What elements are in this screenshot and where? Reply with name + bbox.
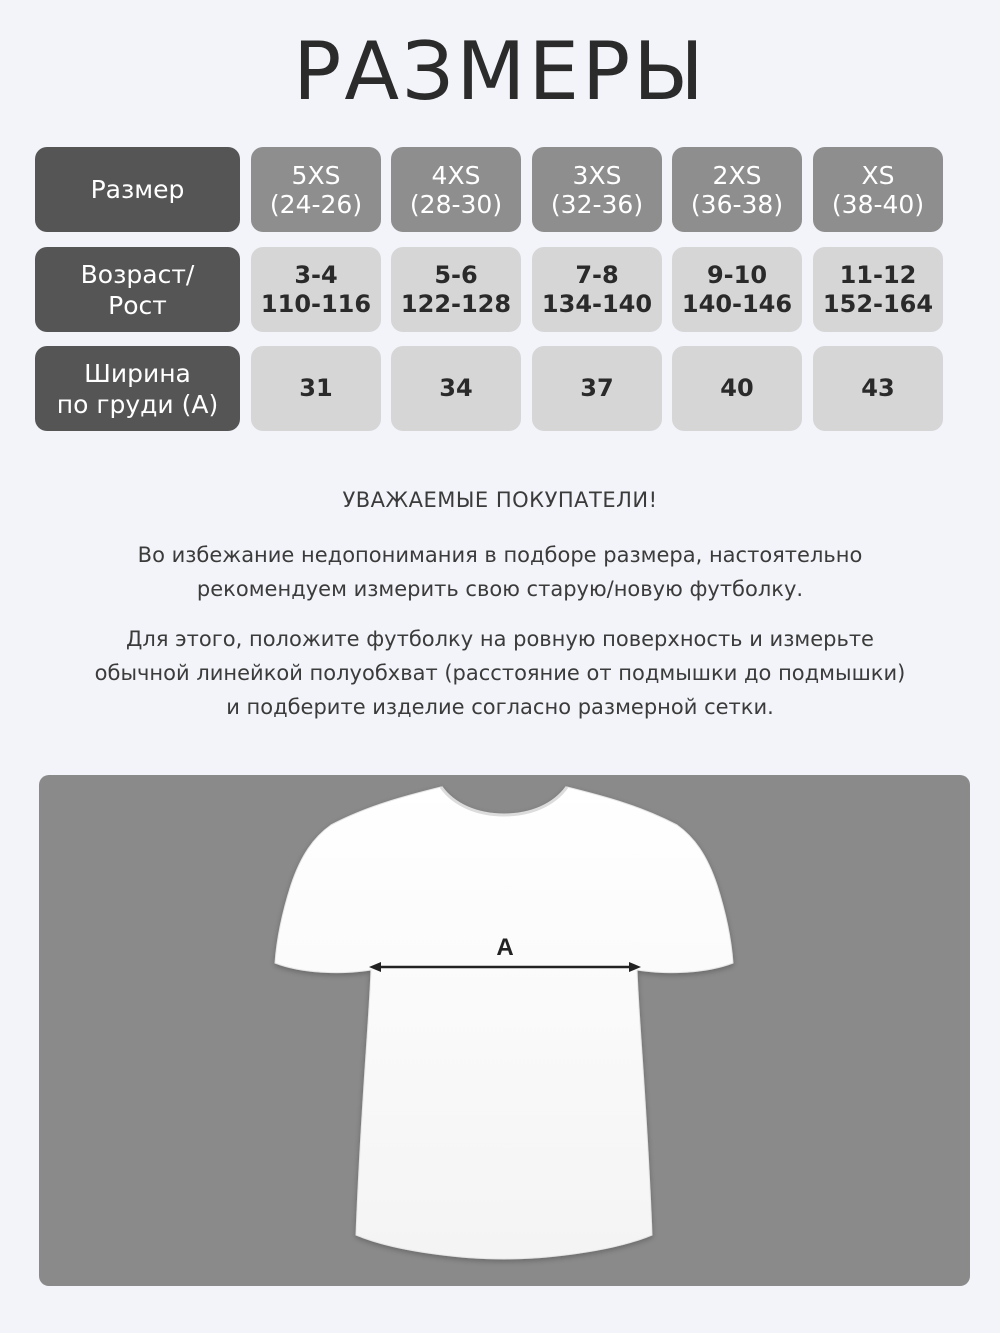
row-header-size — [35, 147, 240, 232]
row-header-age-line1: Возраст/ — [80, 259, 195, 289]
row-header-chest-line1: Ширина — [84, 358, 191, 388]
chest-cell — [813, 346, 943, 431]
size-range: (36-38) — [690, 189, 784, 219]
notice-p1-line2: рекомендуем измерить свою старую/новую футболку. — [196, 577, 804, 601]
chest-value: 37 — [580, 374, 614, 402]
height-value: 140-146 — [681, 289, 793, 318]
row-header-size-label: Размер — [90, 175, 185, 204]
size-cell — [251, 147, 381, 232]
size-range: (38-40) — [831, 189, 925, 219]
size-label: XS — [861, 160, 895, 190]
tshirt-shape — [275, 787, 733, 1259]
row-header-age — [35, 247, 240, 332]
chest-value: 40 — [720, 374, 754, 402]
height-value: 134-140 — [541, 289, 653, 318]
age-value: 5-6 — [434, 260, 478, 289]
notice-p2-line1: Для этого, положите футболку на ровную поверхность и измерьте — [126, 627, 874, 651]
size-range: (24-26) — [269, 189, 363, 219]
chest-value: 34 — [439, 374, 473, 402]
size-label: 5XS — [291, 160, 341, 190]
chest-value: 31 — [299, 374, 333, 402]
height-value: 122-128 — [400, 289, 512, 318]
age-height-cell — [391, 247, 521, 332]
notice-p1-line1: Во избежание недопонимания в подборе размера, настоятельно — [137, 543, 863, 567]
notice-paragraph-2 — [0, 622, 1000, 724]
row-header-age-line2: Рост — [108, 290, 167, 320]
measure-label: A — [496, 934, 514, 961]
row-header-chest-line2: по груди (А) — [56, 389, 219, 419]
row-header-chest — [35, 346, 240, 431]
chest-value: 43 — [861, 374, 895, 402]
page-title: РАЗМЕРЫ — [293, 25, 707, 118]
size-label: 2XS — [712, 160, 762, 190]
size-label: 4XS — [431, 160, 481, 190]
chest-cell — [391, 346, 521, 431]
age-height-cell — [672, 247, 802, 332]
notice-heading: УВАЖАЕМЫЕ ПОКУПАТЕЛИ! — [342, 488, 658, 512]
notice-paragraph-1 — [0, 538, 1000, 606]
height-value: 152-164 — [822, 289, 934, 318]
age-value: 9-10 — [706, 260, 768, 289]
age-height-cell — [251, 247, 381, 332]
chest-cell — [672, 346, 802, 431]
measurement-diagram-panel — [39, 775, 970, 1286]
tshirt-diagram — [39, 775, 970, 1286]
age-height-cell — [532, 247, 662, 332]
size-cell — [532, 147, 662, 232]
size-range: (32-36) — [550, 189, 644, 219]
size-range: (28-30) — [409, 189, 503, 219]
size-cell — [672, 147, 802, 232]
chest-cell — [532, 346, 662, 431]
size-cell — [813, 147, 943, 232]
height-value: 110-116 — [260, 289, 372, 318]
size-label: 3XS — [572, 160, 622, 190]
age-value: 3-4 — [294, 260, 338, 289]
chest-cell — [251, 346, 381, 431]
age-value: 11-12 — [839, 260, 917, 289]
age-value: 7-8 — [575, 260, 619, 289]
notice-p2-line2: обычной линейкой полуобхват (расстояние от подмышки до подмышки) — [94, 661, 906, 685]
size-cell — [391, 147, 521, 232]
age-height-cell — [813, 247, 943, 332]
notice-p2-line3: и подберите изделие согласно размерной сетки. — [226, 695, 774, 719]
